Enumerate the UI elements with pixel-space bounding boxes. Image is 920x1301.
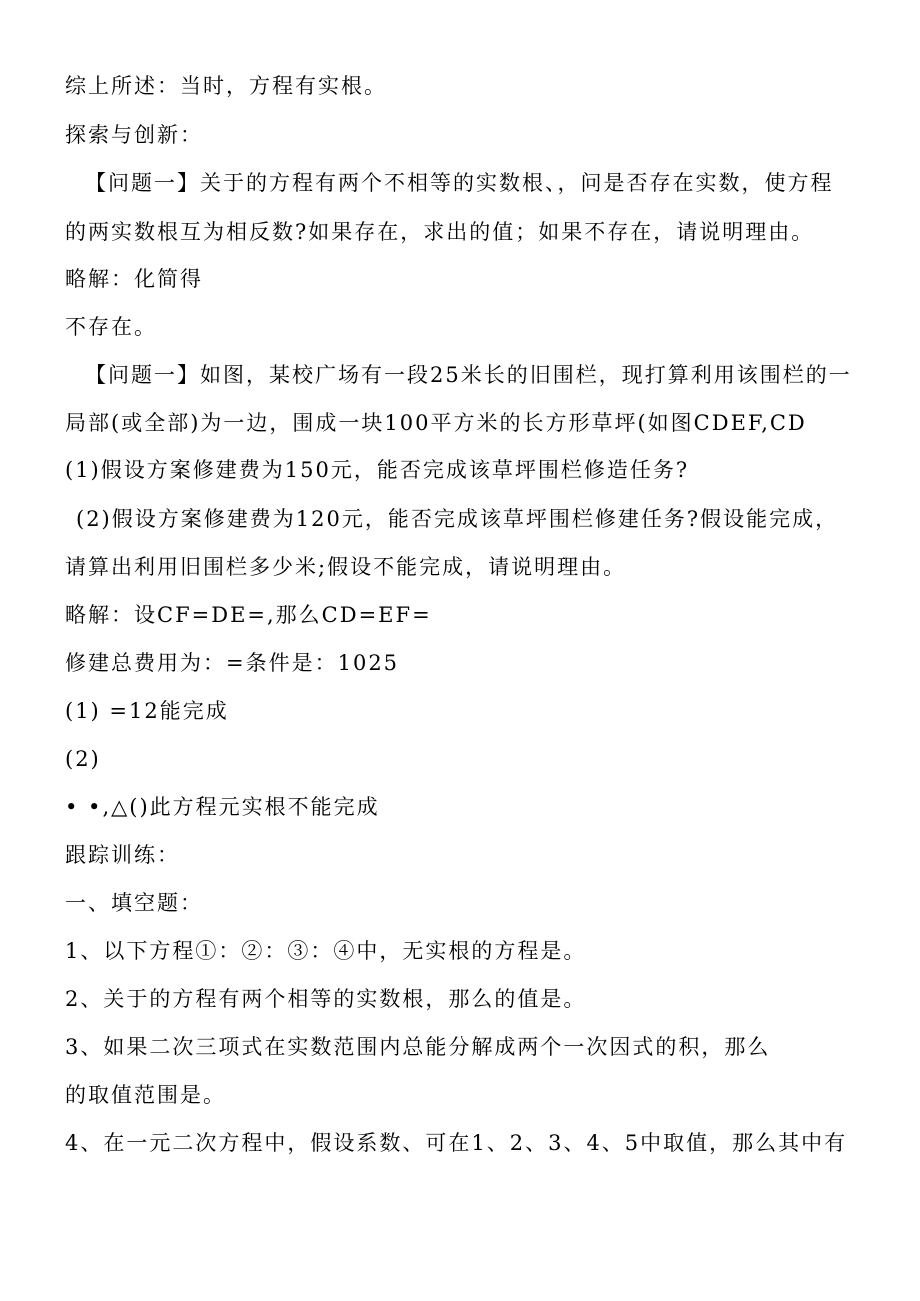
answer-part-2-cont: • •,△()此方程元实根不能完成: [65, 795, 380, 819]
problem-one-text-cont: 的两实数根互为相反数?如果存在，求出的值；如果不存在，请说明理由。: [65, 220, 815, 244]
exercise-3: 3、如果二次三项式在实数范围内总能分解成两个一次因式的积，那么: [65, 1035, 771, 1059]
exercise-2: 2、关于的方程有两个相等的实数根，那么的值是。: [65, 987, 587, 1011]
problem-two-text-cont: 局部(或全部)为一边，围成一块100平方米的长方形草坪(如图CDEF,CD: [65, 411, 807, 435]
conclusion-line: 不存在。: [65, 315, 157, 339]
problem-two-text: 【问题一】如图，某校广场有一段25米长的旧围栏，现打算利用该围栏的一: [85, 363, 852, 387]
total-cost-line: 修建总费用为：=条件是：1025: [65, 651, 400, 675]
answer-part-2: (2): [65, 747, 101, 771]
brief-solution-line: 略解：化简得: [65, 267, 203, 291]
problem-one-text: 【问题一】关于的方程有两个不相等的实数根、，问是否存在实数，使方程: [85, 171, 834, 195]
question-part-2-cont: 请算出利用旧围栏多少米;假设不能完成，请说明理由。: [65, 555, 627, 579]
exercise-1: 1、以下方程①：②：③：④中，无实根的方程是。: [65, 939, 587, 963]
solution-setup-line: 略解：设CF=DE=,那么CD=EF=: [65, 603, 432, 627]
section-heading-practice: 跟踪训练：: [65, 843, 180, 867]
question-part-2: (2)假设方案修建费为120元，能否完成该草坪围栏修建任务?假设能完成，: [76, 507, 839, 531]
question-part-1: (1)假设方案修建费为150元，能否完成该草坪围栏修造任务?: [65, 458, 690, 482]
exercise-4: 4、在一元二次方程中，假设系数、可在1、2、3、4、5中取值，那么其中有: [65, 1131, 848, 1155]
answer-part-1: (1) =12能完成: [65, 699, 229, 723]
section-heading-exploration: 探索与创新：: [65, 123, 203, 147]
subsection-fill-blank: 一、填空题：: [65, 891, 203, 915]
exercise-3-cont: 的取值范围是。: [65, 1083, 226, 1107]
text-line-summary: 综上所述：当时，方程有实根。: [65, 74, 387, 98]
